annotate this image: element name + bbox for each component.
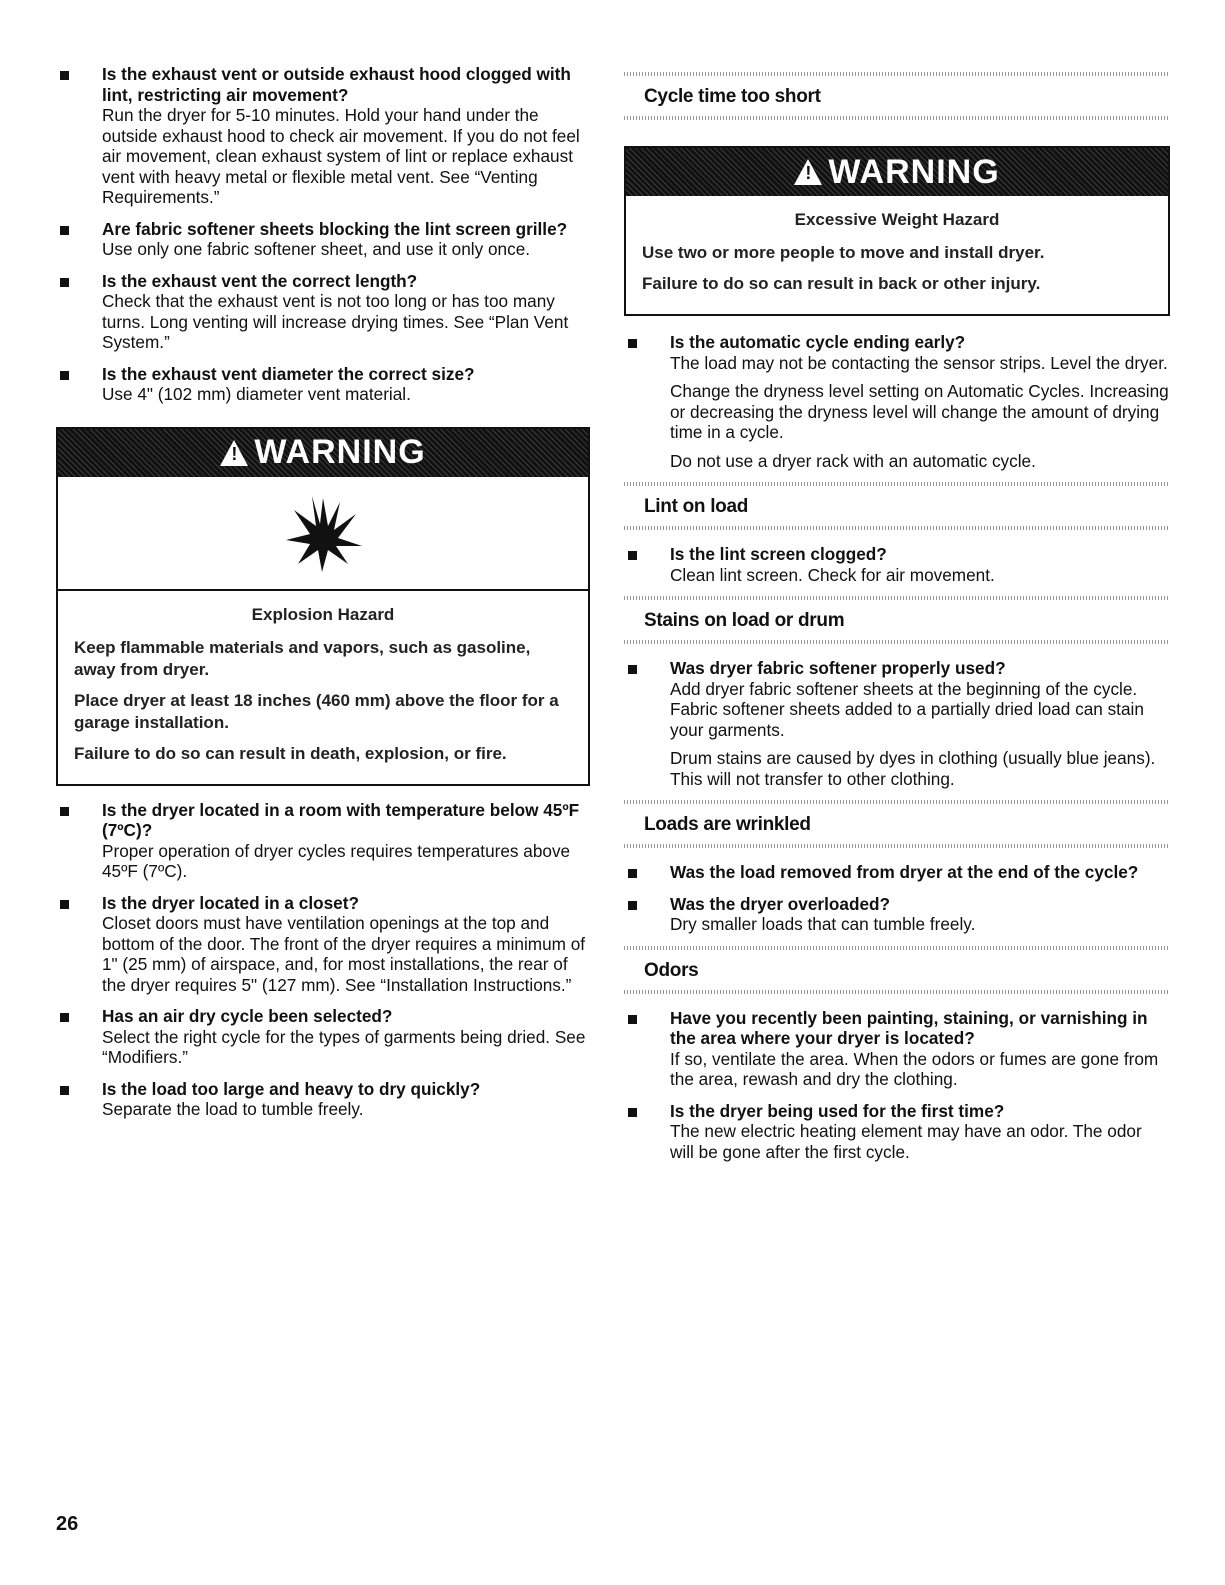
stains-items (624, 658, 1170, 789)
answer: Do not use a dryer rack with an automatic cycle. (670, 450, 1036, 471)
lint-items (624, 544, 1170, 585)
section-header (624, 800, 1170, 848)
section-title: Lint on load (644, 496, 749, 517)
bullet-icon (60, 900, 69, 909)
bullet-icon (628, 869, 637, 878)
warning-line: Keep flammable materials and vapors, such as gasoline, away from dryer. (74, 637, 531, 679)
warning-line: Failure to do so can result in death, explosion, or fire. (74, 743, 507, 763)
bullet-icon (60, 278, 69, 287)
bullet-icon (628, 551, 637, 560)
wrinkled-items (624, 862, 1170, 935)
warning-hazard: Excessive Weight Hazard (794, 210, 1000, 229)
left-items-top (56, 64, 590, 405)
section-header (624, 596, 1170, 644)
answer: Select the right cycle for the types of garments being dried. See “Modifiers.” (102, 1026, 586, 1067)
question: Is the load too large and heavy to dry quickly? (102, 1078, 481, 1099)
question: Is the lint screen clogged? (670, 544, 887, 564)
question: Was dryer fabric softener properly used? (670, 658, 1006, 678)
answer: Use 4" (102 mm) diameter vent material. (102, 384, 411, 404)
left-column (56, 64, 590, 1131)
list-item (624, 862, 1170, 883)
bullet-icon (60, 371, 69, 380)
cycle-items (624, 332, 1170, 471)
explosion-warning-box (56, 427, 590, 786)
section-header (624, 72, 1170, 120)
question: Was the dryer overloaded? (670, 893, 890, 914)
bullet-icon (628, 901, 637, 910)
list-item (624, 658, 1170, 789)
list-item (56, 1006, 590, 1068)
answer: If so, ventilate the area. When the odors or fumes are gone from the area, rewash and dry the clothing. (670, 1048, 1159, 1089)
explosion-icon (58, 477, 588, 591)
question: Is the dryer located in a room with temperature below 45ºF (7ºC)? (102, 799, 580, 840)
answer: Closet doors must have ventilation openings at the top and bottom of the door. The front of the dryer requires a minimum of 1" (25 mm) of airspace, and, for most installations, the rear of the dryer requires 5" (127 mm). See “Installation Instructions.” (102, 913, 586, 995)
question: Have you recently been painting, staining, or varnishing in the area where your dryer is located? (670, 1007, 1148, 1048)
list-item (56, 800, 590, 882)
list-item (56, 1079, 590, 1120)
section-title: Stains on load or drum (644, 610, 845, 631)
question: Is the dryer located in a closet? (102, 892, 359, 913)
question: Is the exhaust vent or outside exhaust hood clogged with lint, restricting air movement? (102, 64, 571, 105)
question: Is the automatic cycle ending early? (670, 332, 966, 352)
section-title: Loads are wrinkled (644, 814, 811, 835)
question: Has an air dry cycle been selected? (102, 1006, 393, 1026)
list-item (56, 364, 590, 405)
section-title: Odors (644, 959, 699, 981)
left-items-bottom (56, 800, 590, 1120)
warning-hazard: Explosion Hazard (251, 604, 395, 624)
bullet-icon (60, 807, 69, 816)
list-item (624, 544, 1170, 585)
weight-warning-box (624, 146, 1170, 316)
page-number: 26 (56, 1513, 79, 1535)
warning-banner (58, 429, 588, 477)
warning-title: WARNING (254, 433, 426, 471)
warning-banner (626, 148, 1168, 196)
warning-triangle-icon (220, 440, 248, 466)
answer: Add dryer fabric softener sheets at the beginning of the cycle. Fabric softener sheets added to a partially dried load can stain your garments. (670, 678, 1144, 740)
question: Is the dryer being used for the first time? (670, 1100, 1005, 1121)
section-header (624, 946, 1170, 994)
answer: Separate the load to tumble freely. (102, 1099, 364, 1119)
warning-triangle-icon (794, 159, 822, 185)
answer: Check that the exhaust vent is not too long or has too many turns. Long venting will increase drying times. See “Plan Vent System.” (102, 291, 569, 352)
bullet-icon (628, 1108, 637, 1117)
answer: Use only one fabric softener sheet, and use it only once. (102, 239, 531, 259)
bullet-icon (628, 1015, 637, 1024)
right-column (624, 64, 1170, 1173)
answer: Proper operation of dryer cycles requires temperatures above 45ºF (7ºC). (102, 840, 571, 881)
answer: The new electric heating element may have an odor. The odor will be gone after the first cycle. (670, 1121, 1142, 1162)
answer: The load may not be contacting the sensor strips. Level the dryer. (670, 352, 1168, 373)
section-header (624, 482, 1170, 530)
bullet-icon (60, 1013, 69, 1022)
list-item (624, 894, 1170, 935)
list-item (56, 64, 590, 208)
bullet-icon (628, 665, 637, 674)
warning-line: Failure to do so can result in back or other injury. (642, 274, 1041, 293)
warning-line: Place dryer at least 18 inches (460 mm) above the floor for a garage installation. (74, 690, 559, 732)
bullet-icon (60, 226, 69, 235)
answer: Dry smaller loads that can tumble freely. (670, 914, 976, 934)
list-item (624, 1101, 1170, 1163)
warning-line: Use two or more people to move and install dryer. (642, 243, 1045, 262)
list-item (56, 271, 590, 353)
question: Is the exhaust vent the correct length? (102, 270, 418, 291)
question: Is the exhaust vent diameter the correct size? (102, 363, 475, 384)
question: Was the load removed from dryer at the end of the cycle? (670, 862, 1139, 882)
warning-title: WARNING (828, 152, 1000, 191)
question: Are fabric softener sheets blocking the lint screen grille? (102, 218, 568, 239)
list-item (56, 219, 590, 260)
answer: Change the dryness level setting on Automatic Cycles. Increasing or decreasing the dryness level will change the amount of drying time in a cycle. (670, 381, 1169, 442)
list-item (624, 332, 1170, 471)
odors-items (624, 1008, 1170, 1163)
bullet-icon (60, 1086, 69, 1095)
section-title: Cycle time too short (644, 86, 821, 107)
list-item (56, 893, 590, 996)
bullet-icon (60, 71, 69, 80)
answer: Drum stains are caused by dyes in clothing (usually blue jeans). This will not transfer to other clothing. (670, 748, 1156, 789)
answer: Clean lint screen. Check for air movement. (670, 564, 995, 585)
list-item (624, 1008, 1170, 1090)
answer: Run the dryer for 5-10 minutes. Hold your hand under the outside exhaust hood to check air movement. If you do not feel air movement, clean exhaust system of lint or replace exhaust vent with heavy metal or flexible metal vent. See “Venting Requirements.” (102, 105, 580, 207)
bullet-icon (628, 339, 637, 348)
